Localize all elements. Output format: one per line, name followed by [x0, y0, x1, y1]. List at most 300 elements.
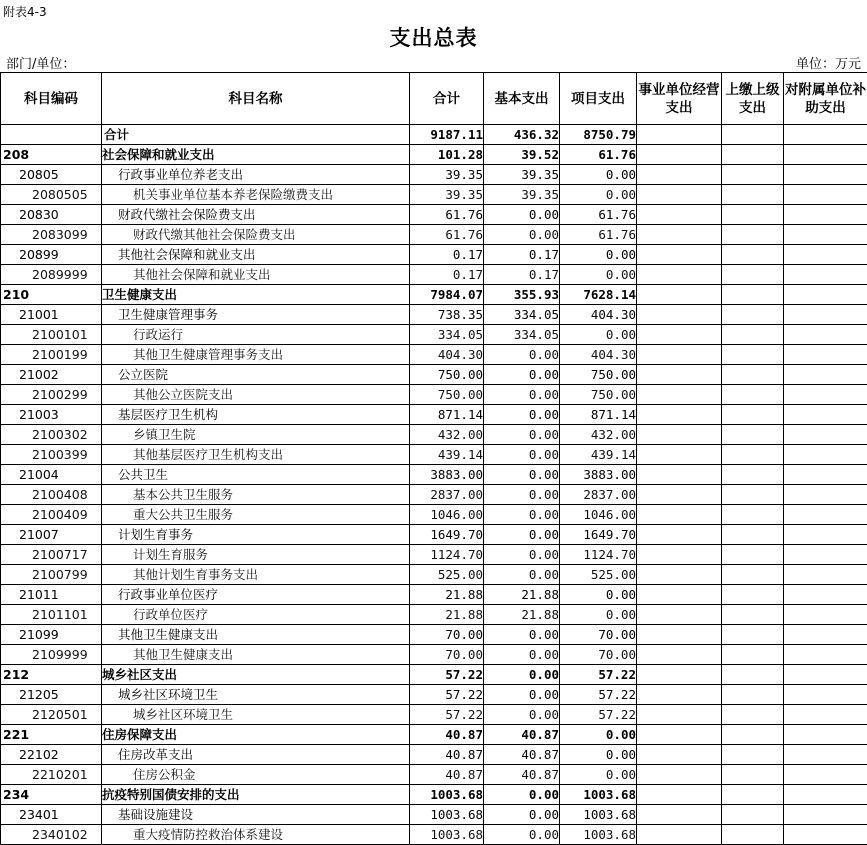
cell-business — [637, 405, 722, 425]
cell-code: 2089999 — [1, 265, 102, 285]
cell-total: 750.00 — [410, 385, 484, 405]
table-row — [1, 425, 867, 445]
table-row — [1, 545, 867, 565]
cell-basic: 40.87 — [484, 765, 560, 785]
cell-project: 0.00 — [560, 165, 637, 185]
cell-business — [637, 565, 722, 585]
cell-subsidy — [784, 365, 867, 385]
cell-basic: 40.87 — [484, 745, 560, 765]
cell-business — [637, 365, 722, 385]
table-row — [1, 145, 867, 165]
cell-total: 871.14 — [410, 405, 484, 425]
cell-code: 221 — [1, 725, 102, 745]
cell-basic: 0.00 — [484, 385, 560, 405]
cell-total: 439.14 — [410, 445, 484, 465]
cell-project: 404.30 — [560, 345, 637, 365]
cell-project: 0.00 — [560, 585, 637, 605]
cell-remit — [722, 585, 784, 605]
cell-project: 750.00 — [560, 365, 637, 385]
cell-code: 21007 — [1, 525, 102, 545]
cell-business — [637, 245, 722, 265]
page-title: 支出总表 — [0, 22, 867, 52]
cell-basic: 0.00 — [484, 505, 560, 525]
header-project: 项目支出 — [560, 73, 637, 125]
cell-business — [637, 225, 722, 245]
cell-subsidy — [784, 145, 867, 165]
cell-remit — [722, 145, 784, 165]
cell-name: 乡镇卫生院 — [102, 425, 410, 445]
cell-remit — [722, 685, 784, 705]
cell-business — [637, 665, 722, 685]
cell-basic: 0.00 — [484, 345, 560, 365]
cell-subsidy — [784, 745, 867, 765]
cell-business — [637, 145, 722, 165]
cell-subsidy — [784, 185, 867, 205]
cell-basic: 0.00 — [484, 545, 560, 565]
cell-business — [637, 505, 722, 525]
cell-total: 39.35 — [410, 185, 484, 205]
table-row — [1, 205, 867, 225]
cell-basic: 334.05 — [484, 305, 560, 325]
cell-name: 合计 — [102, 125, 410, 145]
cell-business — [637, 725, 722, 745]
cell-code: 2340102 — [1, 825, 102, 845]
cell-code: 2100717 — [1, 545, 102, 565]
cell-business — [637, 525, 722, 545]
cell-project: 61.76 — [560, 145, 637, 165]
cell-subsidy — [784, 285, 867, 305]
table-row — [1, 485, 867, 505]
cell-remit — [722, 405, 784, 425]
table-row — [1, 465, 867, 485]
cell-remit — [722, 445, 784, 465]
cell-subsidy — [784, 225, 867, 245]
cell-name: 卫生健康管理事务 — [102, 305, 410, 325]
cell-name: 行政事业单位医疗 — [102, 585, 410, 605]
cell-subsidy — [784, 465, 867, 485]
cell-total: 1649.70 — [410, 525, 484, 545]
cell-business — [637, 805, 722, 825]
table-row — [1, 665, 867, 685]
header-total: 合计 — [410, 73, 484, 125]
cell-subsidy — [784, 445, 867, 465]
cell-business — [637, 705, 722, 725]
cell-project: 0.00 — [560, 745, 637, 765]
cell-subsidy — [784, 665, 867, 685]
cell-code: 234 — [1, 785, 102, 805]
table-row — [1, 165, 867, 185]
cell-total: 432.00 — [410, 425, 484, 445]
cell-project: 0.00 — [560, 245, 637, 265]
cell-subsidy — [784, 785, 867, 805]
cell-total: 1003.68 — [410, 785, 484, 805]
cell-name: 财政代缴其他社会保险费支出 — [102, 225, 410, 245]
cell-subsidy — [784, 805, 867, 825]
cell-business — [637, 445, 722, 465]
cell-name: 卫生健康支出 — [102, 285, 410, 305]
cell-code: 2100101 — [1, 325, 102, 345]
cell-code: 2100799 — [1, 565, 102, 585]
cell-project: 1124.70 — [560, 545, 637, 565]
header-subject-name: 科目名称 — [102, 73, 410, 125]
cell-name: 其他社会保障和就业支出 — [102, 245, 410, 265]
cell-total: 1124.70 — [410, 545, 484, 565]
cell-total: 40.87 — [410, 745, 484, 765]
cell-project: 0.00 — [560, 265, 637, 285]
cell-business — [637, 785, 722, 805]
cell-remit — [722, 785, 784, 805]
cell-code: 2120501 — [1, 705, 102, 725]
table-row — [1, 645, 867, 665]
cell-subsidy — [784, 345, 867, 365]
cell-business — [637, 605, 722, 625]
cell-remit — [722, 185, 784, 205]
cell-total: 1003.68 — [410, 825, 484, 845]
cell-name: 社会保障和就业支出 — [102, 145, 410, 165]
cell-remit — [722, 645, 784, 665]
cell-name: 其他社会保障和就业支出 — [102, 265, 410, 285]
cell-basic: 0.00 — [484, 445, 560, 465]
cell-business — [637, 485, 722, 505]
cell-basic: 0.00 — [484, 805, 560, 825]
cell-basic: 0.00 — [484, 205, 560, 225]
cell-remit — [722, 545, 784, 565]
cell-remit — [722, 725, 784, 745]
table-row — [1, 705, 867, 725]
expenditure-table — [0, 72, 867, 845]
cell-basic: 0.00 — [484, 665, 560, 685]
cell-subsidy — [784, 585, 867, 605]
cell-project: 439.14 — [560, 445, 637, 465]
cell-name: 其他卫生健康支出 — [102, 625, 410, 645]
cell-business — [637, 425, 722, 445]
cell-business — [637, 825, 722, 845]
cell-name: 城乡社区环境卫生 — [102, 705, 410, 725]
cell-total: 57.22 — [410, 665, 484, 685]
cell-project: 1003.68 — [560, 785, 637, 805]
cell-business — [637, 745, 722, 765]
cell-subsidy — [784, 565, 867, 585]
cell-name: 其他计划生育事务支出 — [102, 565, 410, 585]
cell-project: 0.00 — [560, 605, 637, 625]
cell-code: 2100409 — [1, 505, 102, 525]
cell-basic: 0.00 — [484, 405, 560, 425]
cell-business — [637, 765, 722, 785]
cell-business — [637, 465, 722, 485]
cell-basic: 0.00 — [484, 825, 560, 845]
cell-project: 0.00 — [560, 185, 637, 205]
cell-name: 公共卫生 — [102, 465, 410, 485]
cell-project: 57.22 — [560, 665, 637, 685]
cell-code: 2210201 — [1, 765, 102, 785]
total-row — [1, 125, 867, 145]
table-row — [1, 345, 867, 365]
cell-basic: 21.88 — [484, 585, 560, 605]
cell-basic: 334.05 — [484, 325, 560, 345]
cell-total: 404.30 — [410, 345, 484, 365]
cell-remit — [722, 505, 784, 525]
cell-project: 432.00 — [560, 425, 637, 445]
cell-project: 871.14 — [560, 405, 637, 425]
cell-business — [637, 345, 722, 365]
cell-code: 21003 — [1, 405, 102, 425]
cell-name: 住房改革支出 — [102, 745, 410, 765]
cell-name: 抗疫特别国债安排的支出 — [102, 785, 410, 805]
cell-name: 重大疫情防控救治体系建设 — [102, 825, 410, 845]
table-row — [1, 725, 867, 745]
cell-subsidy — [784, 325, 867, 345]
cell-remit — [722, 565, 784, 585]
cell-remit — [722, 125, 784, 145]
cell-subsidy — [784, 405, 867, 425]
cell-name: 行政单位医疗 — [102, 605, 410, 625]
cell-remit — [722, 485, 784, 505]
cell-project: 1046.00 — [560, 505, 637, 525]
cell-total: 21.88 — [410, 585, 484, 605]
cell-business — [637, 625, 722, 645]
cell-total: 0.17 — [410, 245, 484, 265]
cell-code: 23401 — [1, 805, 102, 825]
cell-business — [637, 385, 722, 405]
cell-total: 738.35 — [410, 305, 484, 325]
cell-project: 61.76 — [560, 225, 637, 245]
cell-subsidy — [784, 545, 867, 565]
cell-subsidy — [784, 385, 867, 405]
cell-remit — [722, 345, 784, 365]
cell-project: 70.00 — [560, 645, 637, 665]
cell-remit — [722, 165, 784, 185]
table-row — [1, 745, 867, 765]
cell-subsidy — [784, 645, 867, 665]
cell-subsidy — [784, 525, 867, 545]
cell-total: 750.00 — [410, 365, 484, 385]
cell-name: 计划生育事务 — [102, 525, 410, 545]
cell-total: 57.22 — [410, 705, 484, 725]
table-row — [1, 325, 867, 345]
header-subsidy: 对附属单位补助支出 — [784, 73, 867, 125]
cell-subsidy — [784, 605, 867, 625]
cell-business — [637, 285, 722, 305]
table-row — [1, 585, 867, 605]
cell-subsidy — [784, 245, 867, 265]
cell-business — [637, 585, 722, 605]
cell-subsidy — [784, 265, 867, 285]
cell-project: 0.00 — [560, 325, 637, 345]
cell-remit — [722, 205, 784, 225]
cell-subsidy — [784, 485, 867, 505]
cell-basic: 0.00 — [484, 685, 560, 705]
cell-total: 334.05 — [410, 325, 484, 345]
cell-remit — [722, 325, 784, 345]
cell-name: 行政运行 — [102, 325, 410, 345]
cell-name: 基层医疗卫生机构 — [102, 405, 410, 425]
table-row — [1, 445, 867, 465]
cell-basic: 0.00 — [484, 565, 560, 585]
cell-total: 70.00 — [410, 625, 484, 645]
table-row — [1, 625, 867, 645]
table-row — [1, 405, 867, 425]
table-row — [1, 785, 867, 805]
cell-name: 城乡社区环境卫生 — [102, 685, 410, 705]
cell-remit — [722, 705, 784, 725]
table-row — [1, 305, 867, 325]
cell-code: 21004 — [1, 465, 102, 485]
cell-total: 40.87 — [410, 765, 484, 785]
department-label: 部门/单位： — [6, 53, 75, 72]
cell-code: 20830 — [1, 205, 102, 225]
table-row — [1, 605, 867, 625]
cell-business — [637, 685, 722, 705]
table-row — [1, 365, 867, 385]
cell-subsidy — [784, 305, 867, 325]
cell-remit — [722, 765, 784, 785]
table-row — [1, 245, 867, 265]
cell-business — [637, 125, 722, 145]
table-row — [1, 765, 867, 785]
cell-project: 525.00 — [560, 565, 637, 585]
cell-project: 3883.00 — [560, 465, 637, 485]
cell-remit — [722, 825, 784, 845]
cell-project: 0.00 — [560, 725, 637, 745]
cell-project: 57.22 — [560, 705, 637, 725]
annex-label: 附表4-3 — [3, 3, 47, 20]
cell-code: 2109999 — [1, 645, 102, 665]
cell-name: 其他卫生健康管理事务支出 — [102, 345, 410, 365]
cell-code: 2083099 — [1, 225, 102, 245]
cell-code: 22102 — [1, 745, 102, 765]
cell-total: 3883.00 — [410, 465, 484, 485]
cell-basic: 0.00 — [484, 705, 560, 725]
cell-code: 2100408 — [1, 485, 102, 505]
cell-code: 212 — [1, 665, 102, 685]
cell-subsidy — [784, 725, 867, 745]
cell-project: 1003.68 — [560, 825, 637, 845]
cell-remit — [722, 465, 784, 485]
cell-subsidy — [784, 705, 867, 725]
cell-project: 2837.00 — [560, 485, 637, 505]
cell-code: 21001 — [1, 305, 102, 325]
cell-remit — [722, 805, 784, 825]
cell-basic: 0.17 — [484, 245, 560, 265]
cell-code: 2080505 — [1, 185, 102, 205]
cell-business — [637, 305, 722, 325]
cell-project: 8750.79 — [560, 125, 637, 145]
cell-name: 机关事业单位基本养老保险缴费支出 — [102, 185, 410, 205]
cell-name: 其他基层医疗卫生机构支出 — [102, 445, 410, 465]
cell-code: 2100299 — [1, 385, 102, 405]
cell-business — [637, 265, 722, 285]
cell-code: 2100399 — [1, 445, 102, 465]
cell-basic: 0.00 — [484, 485, 560, 505]
cell-basic: 0.00 — [484, 645, 560, 665]
cell-code: 21205 — [1, 685, 102, 705]
table-row — [1, 685, 867, 705]
cell-code: 20899 — [1, 245, 102, 265]
cell-remit — [722, 245, 784, 265]
cell-total: 7984.07 — [410, 285, 484, 305]
cell-total: 1003.68 — [410, 805, 484, 825]
cell-total: 70.00 — [410, 645, 484, 665]
unit-label: 单位：万元 — [796, 53, 861, 72]
cell-remit — [722, 265, 784, 285]
cell-code: 21011 — [1, 585, 102, 605]
cell-total: 61.76 — [410, 225, 484, 245]
cell-basic: 0.00 — [484, 465, 560, 485]
cell-name: 行政事业单位养老支出 — [102, 165, 410, 185]
cell-subsidy — [784, 625, 867, 645]
cell-total: 61.76 — [410, 205, 484, 225]
cell-name: 重大公共卫生服务 — [102, 505, 410, 525]
cell-project: 61.76 — [560, 205, 637, 225]
cell-name: 基础设施建设 — [102, 805, 410, 825]
table-row — [1, 265, 867, 285]
cell-basic: 0.00 — [484, 425, 560, 445]
cell-name: 其他公立医院支出 — [102, 385, 410, 405]
table-row — [1, 285, 867, 305]
cell-basic: 0.00 — [484, 225, 560, 245]
cell-business — [637, 545, 722, 565]
header-business: 事业单位经营支出 — [637, 73, 722, 125]
table-header-row — [1, 73, 867, 125]
cell-subsidy — [784, 505, 867, 525]
cell-project: 750.00 — [560, 385, 637, 405]
cell-business — [637, 645, 722, 665]
cell-subsidy — [784, 425, 867, 445]
cell-remit — [722, 385, 784, 405]
cell-project: 70.00 — [560, 625, 637, 645]
cell-remit — [722, 285, 784, 305]
cell-name: 住房公积金 — [102, 765, 410, 785]
cell-project: 1003.68 — [560, 805, 637, 825]
cell-remit — [722, 625, 784, 645]
cell-basic: 0.00 — [484, 525, 560, 545]
table-row — [1, 565, 867, 585]
cell-total: 2837.00 — [410, 485, 484, 505]
cell-code: 2100199 — [1, 345, 102, 365]
cell-basic: 0.00 — [484, 625, 560, 645]
cell-project: 0.00 — [560, 765, 637, 785]
cell-remit — [722, 365, 784, 385]
cell-remit — [722, 225, 784, 245]
cell-basic: 39.35 — [484, 185, 560, 205]
cell-subsidy — [784, 825, 867, 845]
cell-basic: 21.88 — [484, 605, 560, 625]
cell-name: 住房保障支出 — [102, 725, 410, 745]
cell-basic: 40.87 — [484, 725, 560, 745]
cell-project: 57.22 — [560, 685, 637, 705]
cell-basic: 436.32 — [484, 125, 560, 145]
cell-subsidy — [784, 205, 867, 225]
cell-basic: 0.00 — [484, 365, 560, 385]
cell-code: 210 — [1, 285, 102, 305]
header-remit: 上缴上级支出 — [722, 73, 784, 125]
cell-total: 9187.11 — [410, 125, 484, 145]
cell-remit — [722, 745, 784, 765]
cell-remit — [722, 305, 784, 325]
cell-name: 公立医院 — [102, 365, 410, 385]
cell-business — [637, 165, 722, 185]
header-subject-code: 科目编码 — [1, 73, 102, 125]
cell-basic: 0.17 — [484, 265, 560, 285]
cell-name: 其他卫生健康支出 — [102, 645, 410, 665]
cell-total: 0.17 — [410, 265, 484, 285]
cell-code — [1, 125, 102, 145]
cell-project: 7628.14 — [560, 285, 637, 305]
cell-subsidy — [784, 765, 867, 785]
cell-name: 城乡社区支出 — [102, 665, 410, 685]
cell-name: 财政代缴社会保险费支出 — [102, 205, 410, 225]
table-row — [1, 505, 867, 525]
